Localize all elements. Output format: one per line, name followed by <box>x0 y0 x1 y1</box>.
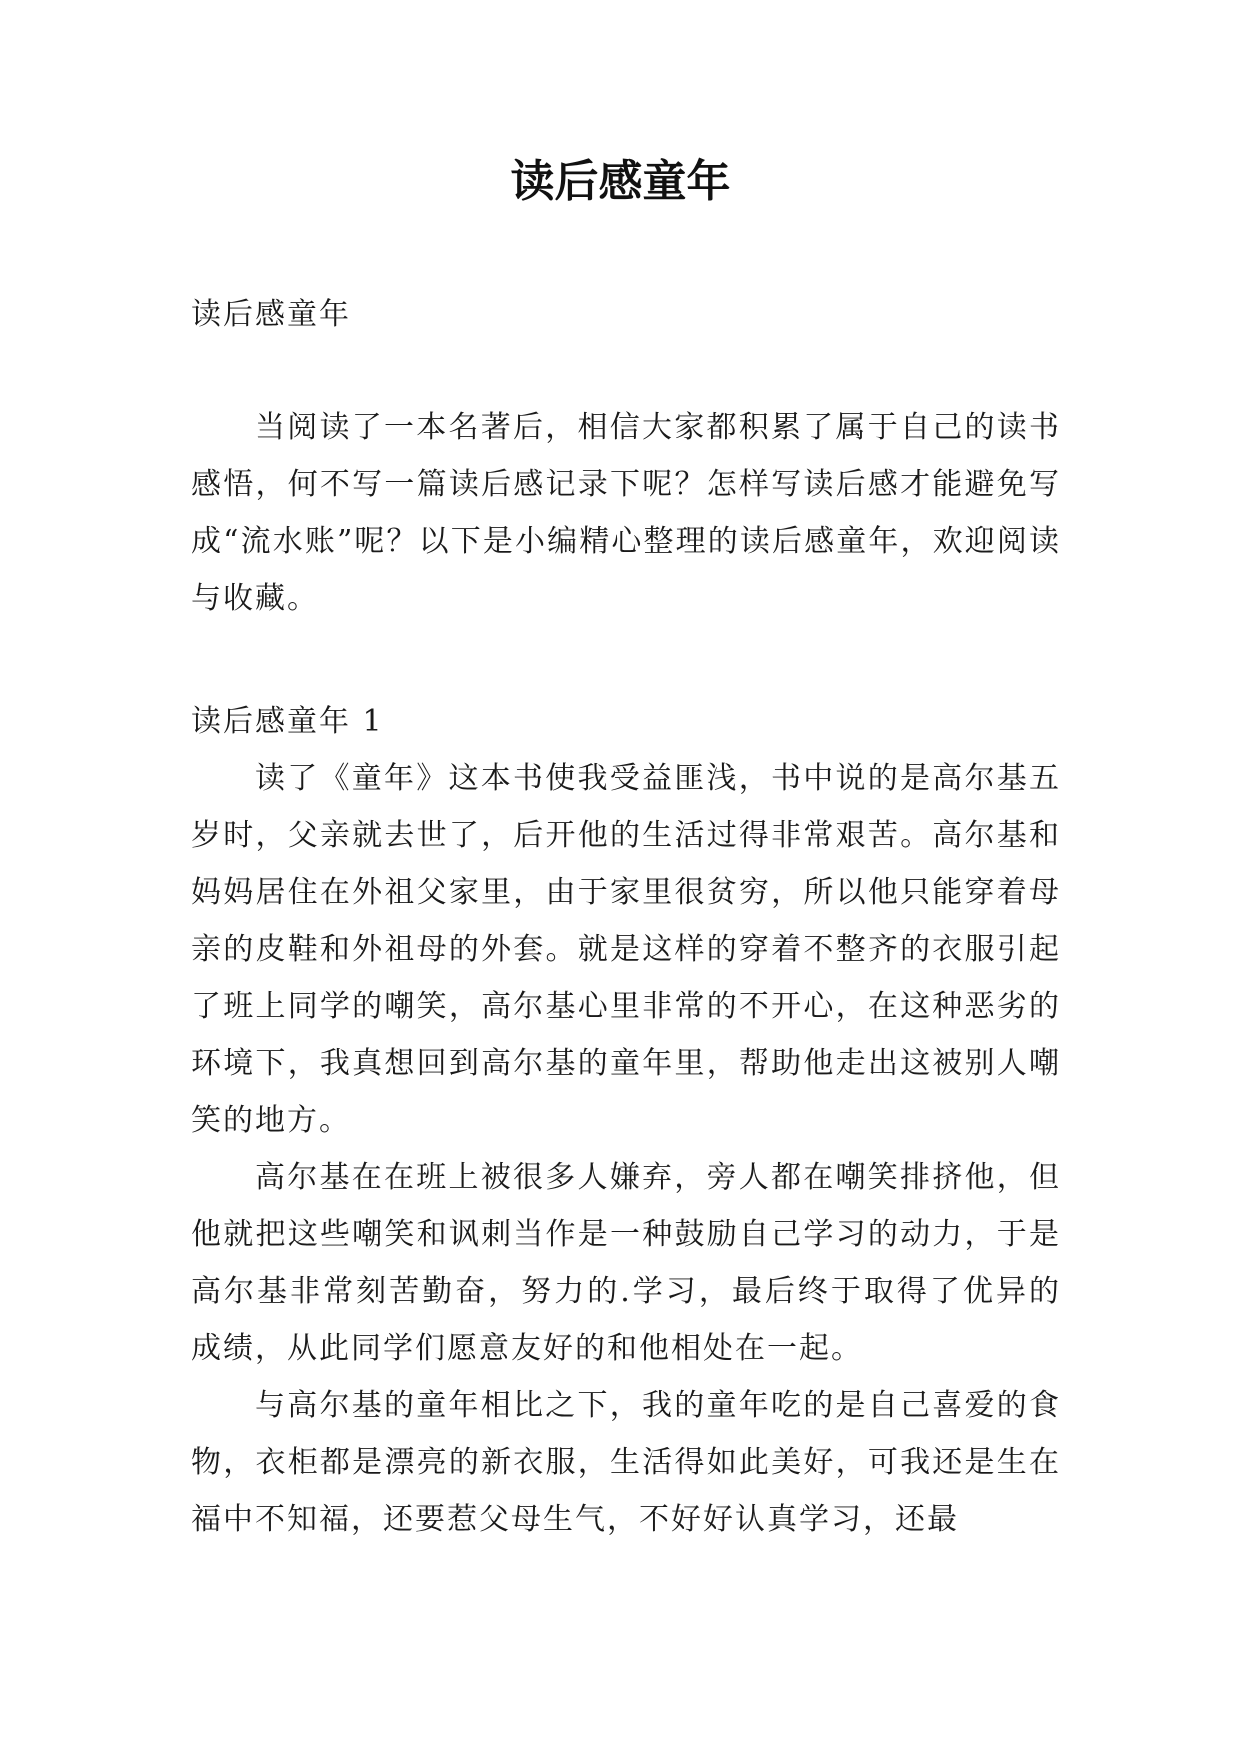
body-paragraph-1: 读了《童年》这本书使我受益匪浅，书中说的是高尔基五岁时，父亲就去世了，后开他的生活过得非常艰苦。高尔基和妈妈居住在外祖父家里，由于家里很贫穷，所以他只能穿着母亲的皮鞋和外祖母的外套。就是这样的穿着不整齐的衣服引起了班上同学的嘲笑，高尔基心里非常的不开心，在这种恶劣的环境下，我真想回到高尔基的童年里，帮助他走出这被别人嘲笑的地方。 <box>191 761 1061 1138</box>
intro-paragraph: 当阅读了一本名著后，相信大家都积累了属于自己的读书感悟，何不写一篇读后感记录下呢？怎样写读后感才能避免写成“流水账”呢？以下是小编精心整理的读后感童年，欢迎阅读与收藏。 <box>191 410 1061 616</box>
document-body <box>191 286 1061 1548</box>
body-paragraph-3: 与高尔基的童年相比之下，我的童年吃的是自己喜爱的食物，衣柜都是漂亮的新衣服，生活得如此美好，可我还是生在福中不知福，还要惹父母生气，不好好认真学习，还最 <box>191 1388 1061 1537</box>
document-subheading: 读后感童年 <box>191 297 351 332</box>
body-paragraph-2: 高尔基在在班上被很多人嫌弃，旁人都在嘲笑排挤他，但他就把这些嘲笑和讽刺当作是一种鼓励自己学习的动力，于是高尔基非常刻苦勤奋，努力的.学习，最后终于取得了优异的成绩，从此同学们愿意友好的和他相处在一起。 <box>191 1160 1061 1366</box>
document-title: 读后感童年 <box>510 156 731 207</box>
section-heading: 读后感童年 1 <box>191 704 384 739</box>
